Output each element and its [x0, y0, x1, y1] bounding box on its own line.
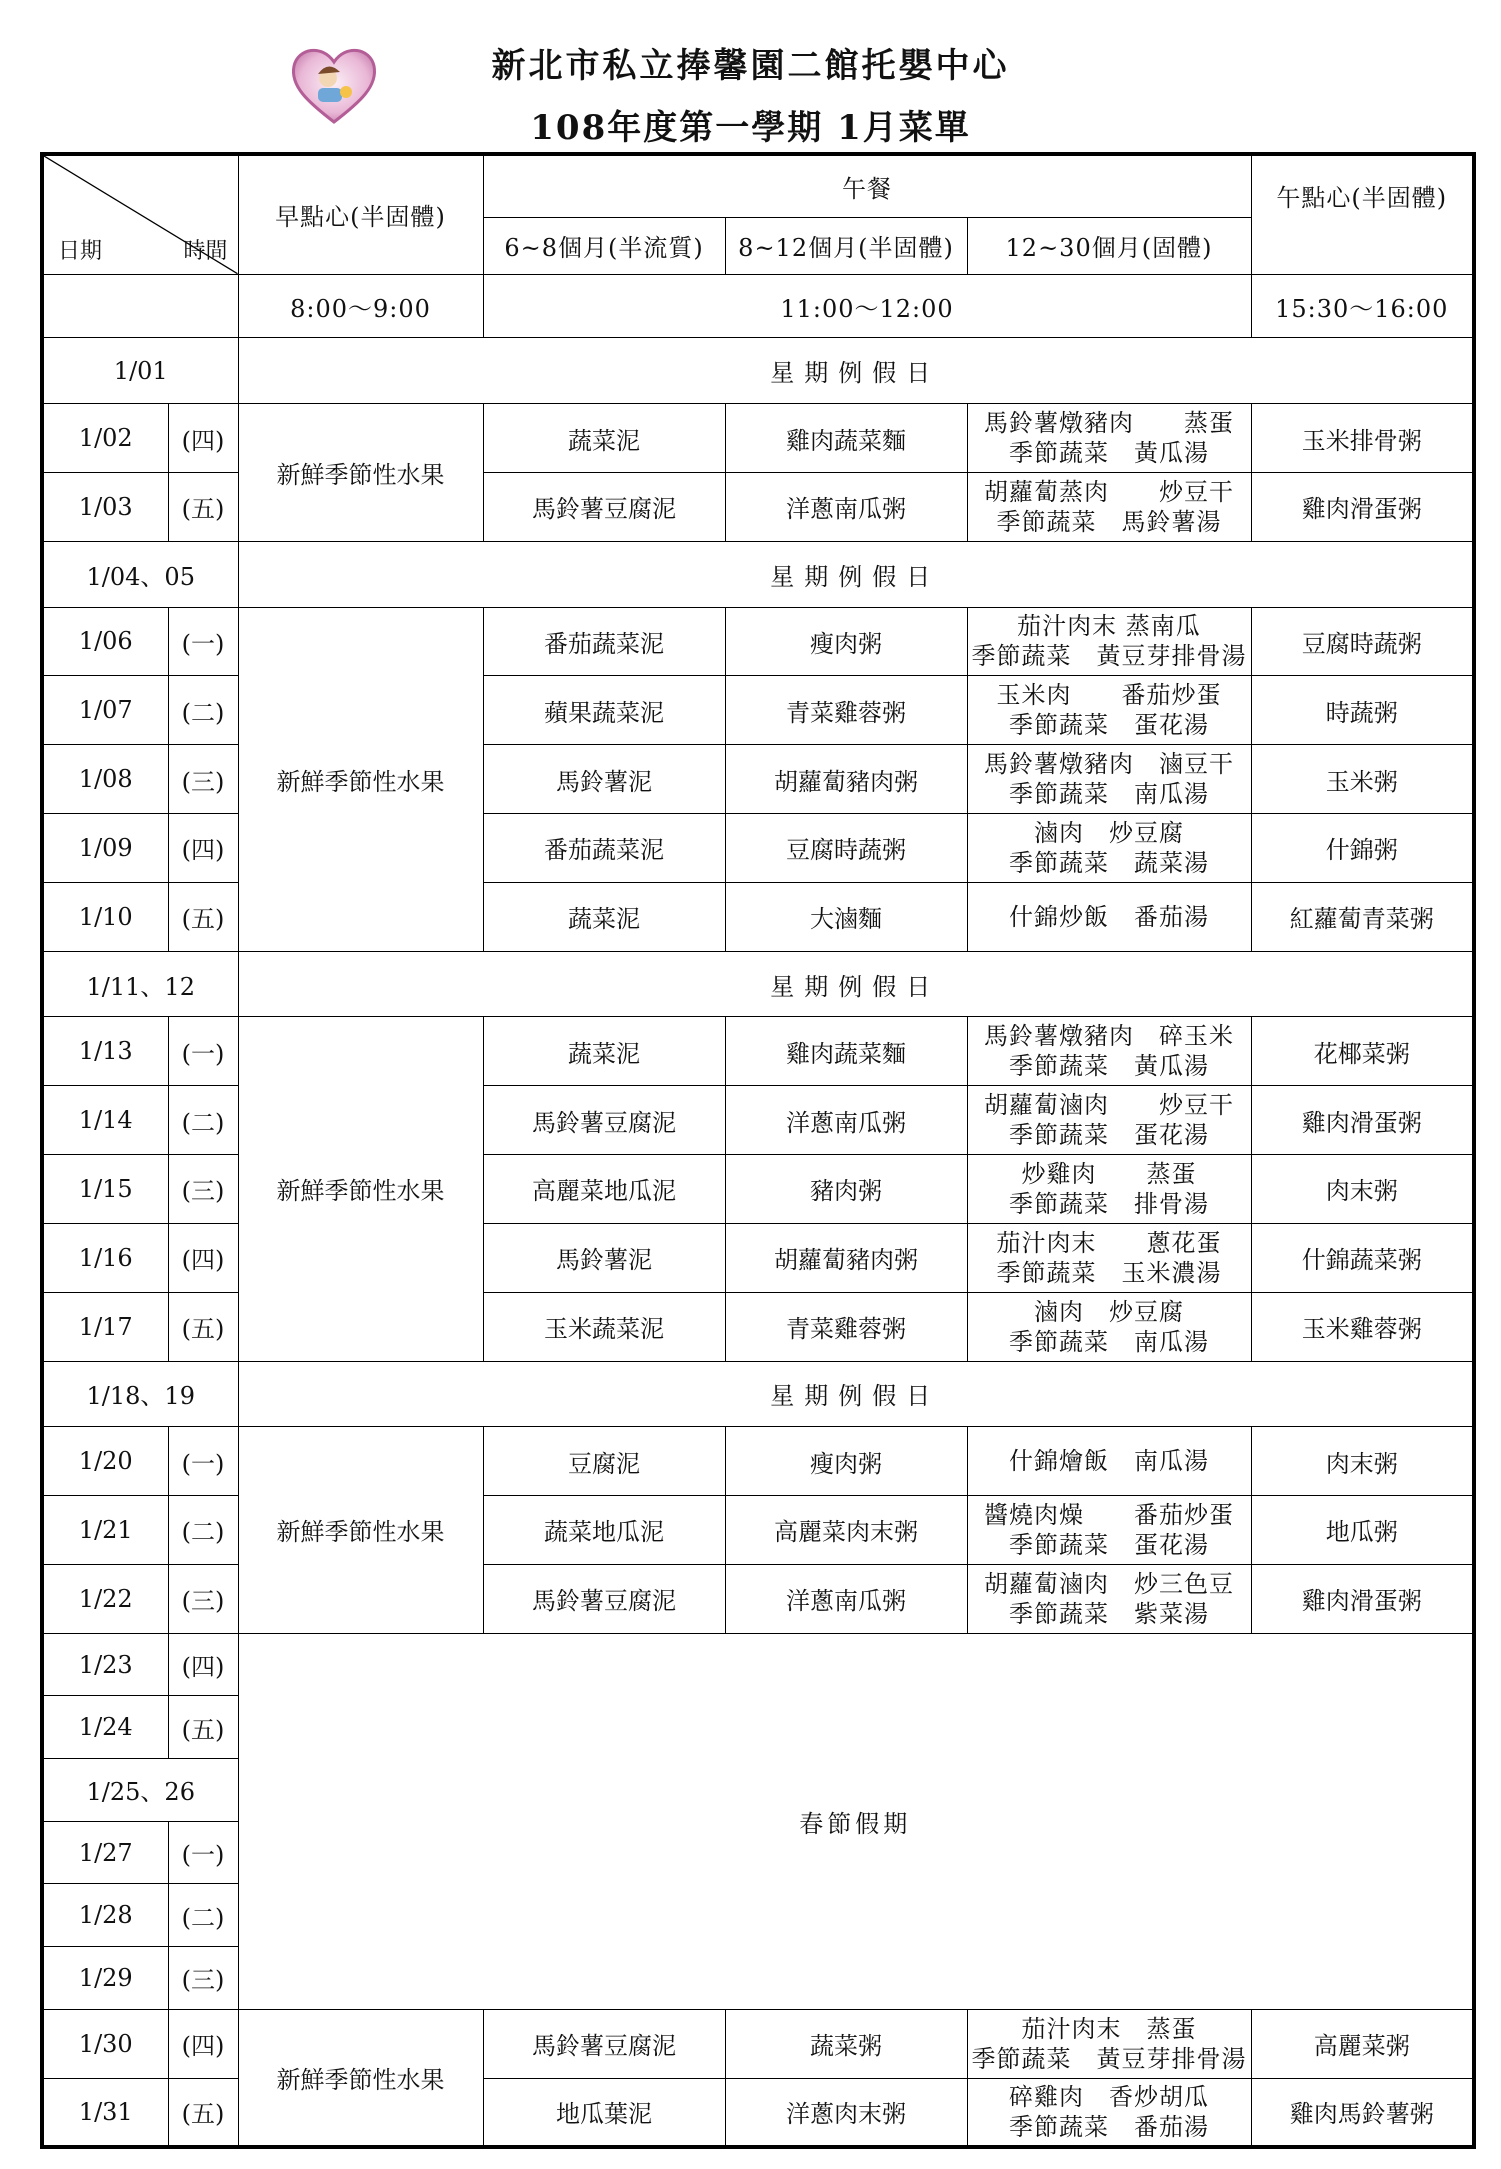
- date-cell: 1/28: [42, 1884, 168, 1947]
- lunch-8-12-cell: 雞肉蔬菜麵: [725, 404, 967, 473]
- date-time-header: [42, 154, 238, 274]
- lunch-6-8-cell: 蘋果蔬菜泥: [483, 676, 725, 745]
- weekday-cell: (三): [168, 1564, 238, 1633]
- afternoon-snack-cell: 豆腐時蔬粥: [1251, 607, 1474, 676]
- lunch-12-30-line-1: 茄汁肉末 蔥花蛋: [996, 1228, 1222, 1257]
- menu-row: [42, 607, 1474, 676]
- lunch-time: 11:00～12:00: [483, 274, 1251, 338]
- date-cell: 1/06: [42, 607, 168, 676]
- lunch-12-30-cell: [967, 404, 1251, 473]
- lunch-8-12-cell: 豬肉粥: [725, 1155, 967, 1224]
- date-cell: 1/29: [42, 1947, 168, 2010]
- lunch-8-12-cell: 蔬菜粥: [725, 2009, 967, 2078]
- date-cell: 1/21: [42, 1496, 168, 1565]
- afternoon-snack-cell: 玉米排骨粥: [1251, 404, 1474, 473]
- lunch-8-12-cell: 瘦肉粥: [725, 1427, 967, 1496]
- afternoon-snack-cell: 什錦蔬菜粥: [1251, 1223, 1474, 1292]
- lunch-12-30-line-1: 胡蘿蔔蒸肉 炒豆干: [984, 477, 1234, 506]
- weekday-cell: (三): [168, 1155, 238, 1224]
- weekday-cell: (一): [168, 1427, 238, 1496]
- time-row-label: [42, 274, 238, 338]
- holiday-label: 星期例假日: [238, 951, 1474, 1017]
- lunch-6-8-cell: 馬鈴薯豆腐泥: [483, 472, 725, 541]
- date-cell: 1/03: [42, 472, 168, 541]
- lunch-12-30-cell: [967, 1564, 1251, 1633]
- lunch-12-30-line-2: 季節蔬菜 蔬菜湯: [1009, 848, 1209, 877]
- holiday-label: 星期例假日: [238, 1361, 1474, 1427]
- weekday-cell: (一): [168, 607, 238, 676]
- afternoon-snack-time: 15:30～16:00: [1251, 274, 1474, 338]
- weekday-cell: (四): [168, 1223, 238, 1292]
- lunch-12-30-cell: [967, 2009, 1251, 2078]
- lunch-6-8-cell: 番茄蔬菜泥: [483, 607, 725, 676]
- weekday-cell: (二): [168, 1884, 238, 1947]
- lunch-12-30-line-2: 季節蔬菜 玉米濃湯: [996, 1258, 1222, 1287]
- date-cell: 1/16: [42, 1223, 168, 1292]
- lunch-12-30-line-2: 季節蔬菜 黃豆芽排骨湯: [971, 2044, 1247, 2073]
- date-cell: 1/09: [42, 813, 168, 882]
- page-title: 新北市私立捧馨園二館托嬰中心: [491, 46, 1010, 86]
- date-cell: 1/22: [42, 1564, 168, 1633]
- lunch-6-8-months-header: 6~8個月(半流質): [483, 218, 725, 275]
- breakfast-fruit-cell: 新鮮季節性水果: [238, 1427, 483, 1633]
- lunch-12-30-cell: [967, 1427, 1251, 1496]
- date-cell: 1/15: [42, 1155, 168, 1224]
- menu-table: [40, 152, 1476, 2149]
- menu-row: [42, 404, 1474, 473]
- holiday-row: [42, 951, 1474, 1017]
- lunch-12-30-cell: [967, 2078, 1251, 2147]
- lunch-12-30-line-1: 碎雞肉 香炒胡瓜: [1009, 2082, 1209, 2111]
- holiday-row: [42, 338, 1474, 404]
- menu-row: [42, 1633, 1474, 1696]
- lunch-12-30-line-1: 馬鈴薯燉豬肉 滷豆干: [984, 750, 1234, 779]
- lunch-6-8-cell: 番茄蔬菜泥: [483, 813, 725, 882]
- lunch-12-30-line-1: 滷肉 炒豆腐: [1034, 1297, 1184, 1326]
- weekday-cell: (四): [168, 1633, 238, 1696]
- afternoon-snack-cell: 肉末粥: [1251, 1427, 1474, 1496]
- weekday-cell: (五): [168, 1696, 238, 1759]
- lunch-12-30-line-1: 茄汁肉末 蒸蛋: [1021, 2014, 1197, 2043]
- lunch-header: 午餐: [483, 154, 1251, 218]
- breakfast-fruit-cell: 新鮮季節性水果: [238, 607, 483, 951]
- date-cell: 1/13: [42, 1017, 168, 1086]
- afternoon-snack-cell: 花椰菜粥: [1251, 1017, 1474, 1086]
- date-cell: 1/25、26: [42, 1759, 238, 1822]
- lunch-8-12-cell: 豆腐時蔬粥: [725, 813, 967, 882]
- afternoon-snack-cell: 雞肉滑蛋粥: [1251, 472, 1474, 541]
- lunch-6-8-cell: 蔬菜泥: [483, 404, 725, 473]
- holiday-label: 星期例假日: [238, 541, 1474, 607]
- lunch-6-8-cell: 蔬菜泥: [483, 882, 725, 951]
- lunch-12-30-line-2: 季節蔬菜 馬鈴薯湯: [996, 507, 1222, 536]
- lunch-12-30-line-1: 胡蘿蔔滷肉 炒豆干: [984, 1091, 1234, 1120]
- lunch-6-8-cell: 馬鈴薯泥: [483, 745, 725, 814]
- afternoon-snack-cell: 高麗菜粥: [1251, 2009, 1474, 2078]
- weekday-cell: (四): [168, 2009, 238, 2078]
- lunch-12-30-line-2: 季節蔬菜 黃豆芽排骨湯: [971, 642, 1247, 671]
- weekday-cell: (一): [168, 1017, 238, 1086]
- holiday-label: 星期例假日: [238, 338, 1474, 404]
- afternoon-snack-cell: 雞肉滑蛋粥: [1251, 1564, 1474, 1633]
- afternoon-snack-cell: 什錦粥: [1251, 813, 1474, 882]
- lunch-12-30-line-2: 季節蔬菜 番茄湯: [1009, 2112, 1209, 2141]
- lunch-8-12-cell: 洋蔥南瓜粥: [725, 1564, 967, 1633]
- lunch-12-30-line-2: 季節蔬菜 南瓜湯: [1009, 1327, 1209, 1356]
- lunch-12-30-cell: [967, 676, 1251, 745]
- weekday-cell: (二): [168, 676, 238, 745]
- spring-festival-holiday: 春節假期: [238, 1633, 1474, 2009]
- weekday-cell: (五): [168, 2078, 238, 2147]
- lunch-8-12-cell: 大滷麵: [725, 882, 967, 951]
- date-cell: 1/23: [42, 1633, 168, 1696]
- lunch-12-30-line-1: 玉米肉 番茄炒蛋: [996, 681, 1222, 710]
- lunch-6-8-cell: 馬鈴薯豆腐泥: [483, 1086, 725, 1155]
- lunch-12-30-cell: [967, 1017, 1251, 1086]
- date-cell: 1/04、05: [42, 541, 238, 607]
- lunch-12-30-line-1: 茄汁肉末 蒸南瓜: [1017, 612, 1201, 641]
- lunch-8-12-cell: 瘦肉粥: [725, 607, 967, 676]
- lunch-12-30-cell: [967, 1223, 1251, 1292]
- date-cell: 1/08: [42, 745, 168, 814]
- lunch-12-30-line-2: 季節蔬菜 南瓜湯: [1009, 780, 1209, 809]
- lunch-12-30-line-1: 炒雞肉 蒸蛋: [1021, 1159, 1197, 1188]
- lunch-12-30-line-1: 馬鈴薯燉豬肉 碎玉米: [984, 1022, 1234, 1051]
- lunch-12-30-cell: [967, 1292, 1251, 1361]
- afternoon-snack-cell: 雞肉馬鈴薯粥: [1251, 2078, 1474, 2147]
- lunch-12-30-line-2: 季節蔬菜 蛋花湯: [1009, 711, 1209, 740]
- date-cell: 1/11、12: [42, 951, 238, 1017]
- menu-table-body: [42, 154, 1474, 2147]
- lunch-12-30-line-2: 季節蔬菜 黃瓜湯: [1009, 1052, 1209, 1081]
- lunch-8-12-cell: 青菜雞蓉粥: [725, 1292, 967, 1361]
- lunch-8-12-cell: 胡蘿蔔豬肉粥: [725, 1223, 967, 1292]
- weekday-cell: (五): [168, 882, 238, 951]
- lunch-8-12-cell: 洋蔥南瓜粥: [725, 472, 967, 541]
- lunch-8-12-cell: 高麗菜肉末粥: [725, 1496, 967, 1565]
- page-subtitle: 108年度第一學期 1月菜單: [530, 108, 971, 148]
- date-cell: 1/18、19: [42, 1361, 238, 1427]
- breakfast-fruit-cell: 新鮮季節性水果: [238, 404, 483, 542]
- afternoon-snack-cell: 地瓜粥: [1251, 1496, 1474, 1565]
- lunch-12-30-line-1: 馬鈴薯燉豬肉 蒸蛋: [984, 409, 1234, 438]
- lunch-8-12-months-header: 8~12個月(半固體): [725, 218, 967, 275]
- weekday-cell: (五): [168, 1292, 238, 1361]
- lunch-6-8-cell: 馬鈴薯豆腐泥: [483, 1564, 725, 1633]
- weekday-cell: (一): [168, 1821, 238, 1884]
- lunch-12-30-cell: [967, 813, 1251, 882]
- lunch-12-30-line-2: 季節蔬菜 紫菜湯: [1009, 1599, 1209, 1628]
- afternoon-snack-cell: 紅蘿蔔青菜粥: [1251, 882, 1474, 951]
- lunch-8-12-cell: 雞肉蔬菜麵: [725, 1017, 967, 1086]
- date-header-label: 日期: [58, 239, 103, 264]
- date-cell: 1/14: [42, 1086, 168, 1155]
- lunch-6-8-cell: 馬鈴薯豆腐泥: [483, 2009, 725, 2078]
- afternoon-snack-cell: 肉末粥: [1251, 1155, 1474, 1224]
- lunch-6-8-cell: 地瓜葉泥: [483, 2078, 725, 2147]
- afternoon-snack-cell: 雞肉滑蛋粥: [1251, 1086, 1474, 1155]
- menu-row: [42, 1017, 1474, 1086]
- lunch-12-30-months-header: 12~30個月(固體): [967, 218, 1251, 275]
- lunch-12-30-line-1: 什錦炒飯 番茄湯: [1009, 902, 1209, 931]
- lunch-8-12-cell: 胡蘿蔔豬肉粥: [725, 745, 967, 814]
- lunch-12-30-line-1: 醬燒肉燥 番茄炒蛋: [984, 1500, 1234, 1529]
- lunch-12-30-line-1: 滷肉 炒豆腐: [1034, 818, 1184, 847]
- holiday-row: [42, 541, 1474, 607]
- lunch-12-30-cell: [967, 607, 1251, 676]
- afternoon-snack-header: 午點心(半固體): [1251, 154, 1474, 274]
- weekday-cell: (四): [168, 813, 238, 882]
- weekday-cell: (三): [168, 745, 238, 814]
- weekday-cell: (二): [168, 1496, 238, 1565]
- afternoon-snack-cell: 玉米粥: [1251, 745, 1474, 814]
- breakfast-header: 早點心(半固體): [238, 154, 483, 274]
- date-cell: 1/24: [42, 1696, 168, 1759]
- lunch-6-8-cell: 蔬菜泥: [483, 1017, 725, 1086]
- afternoon-snack-cell: 玉米雞蓉粥: [1251, 1292, 1474, 1361]
- lunch-6-8-cell: 蔬菜地瓜泥: [483, 1496, 725, 1565]
- lunch-6-8-cell: 馬鈴薯泥: [483, 1223, 725, 1292]
- lunch-6-8-cell: 豆腐泥: [483, 1427, 725, 1496]
- lunch-12-30-line-1: 什錦燴飯 南瓜湯: [1009, 1447, 1209, 1476]
- date-cell: 1/01: [42, 338, 238, 404]
- lunch-12-30-cell: [967, 1155, 1251, 1224]
- lunch-12-30-cell: [967, 745, 1251, 814]
- afternoon-snack-cell: 時蔬粥: [1251, 676, 1474, 745]
- lunch-12-30-cell: [967, 1496, 1251, 1565]
- breakfast-fruit-cell: 新鮮季節性水果: [238, 1017, 483, 1361]
- lunch-6-8-cell: 玉米蔬菜泥: [483, 1292, 725, 1361]
- lunch-12-30-cell: [967, 472, 1251, 541]
- lunch-8-12-cell: 青菜雞蓉粥: [725, 676, 967, 745]
- menu-row: [42, 1427, 1474, 1496]
- lunch-12-30-cell: [967, 882, 1251, 951]
- lunch-12-30-line-2: 季節蔬菜 排骨湯: [1009, 1189, 1209, 1218]
- date-cell: 1/07: [42, 676, 168, 745]
- holiday-row: [42, 1361, 1474, 1427]
- date-cell: 1/02: [42, 404, 168, 473]
- lunch-12-30-line-2: 季節蔬菜 黃瓜湯: [1009, 439, 1209, 468]
- date-cell: 1/27: [42, 1821, 168, 1884]
- menu-row: [42, 2009, 1474, 2078]
- date-cell: 1/17: [42, 1292, 168, 1361]
- lunch-12-30-line-1: 胡蘿蔔滷肉 炒三色豆: [984, 1569, 1234, 1598]
- date-cell: 1/30: [42, 2009, 168, 2078]
- date-cell: 1/20: [42, 1427, 168, 1496]
- weekday-cell: (四): [168, 404, 238, 473]
- date-cell: 1/31: [42, 2078, 168, 2147]
- weekday-cell: (三): [168, 1947, 238, 2010]
- lunch-12-30-cell: [967, 1086, 1251, 1155]
- lunch-8-12-cell: 洋蔥南瓜粥: [725, 1086, 967, 1155]
- lunch-8-12-cell: 洋蔥肉末粥: [725, 2078, 967, 2147]
- date-cell: 1/10: [42, 882, 168, 951]
- breakfast-time: 8:00～9:00: [238, 274, 483, 338]
- weekday-cell: (五): [168, 472, 238, 541]
- weekday-cell: (二): [168, 1086, 238, 1155]
- lunch-12-30-line-2: 季節蔬菜 蛋花湯: [1009, 1530, 1209, 1559]
- breakfast-fruit-cell: 新鮮季節性水果: [238, 2009, 483, 2147]
- lunch-12-30-line-2: 季節蔬菜 蛋花湯: [1009, 1121, 1209, 1150]
- time-header-label: 時間: [183, 239, 228, 264]
- lunch-6-8-cell: 高麗菜地瓜泥: [483, 1155, 725, 1224]
